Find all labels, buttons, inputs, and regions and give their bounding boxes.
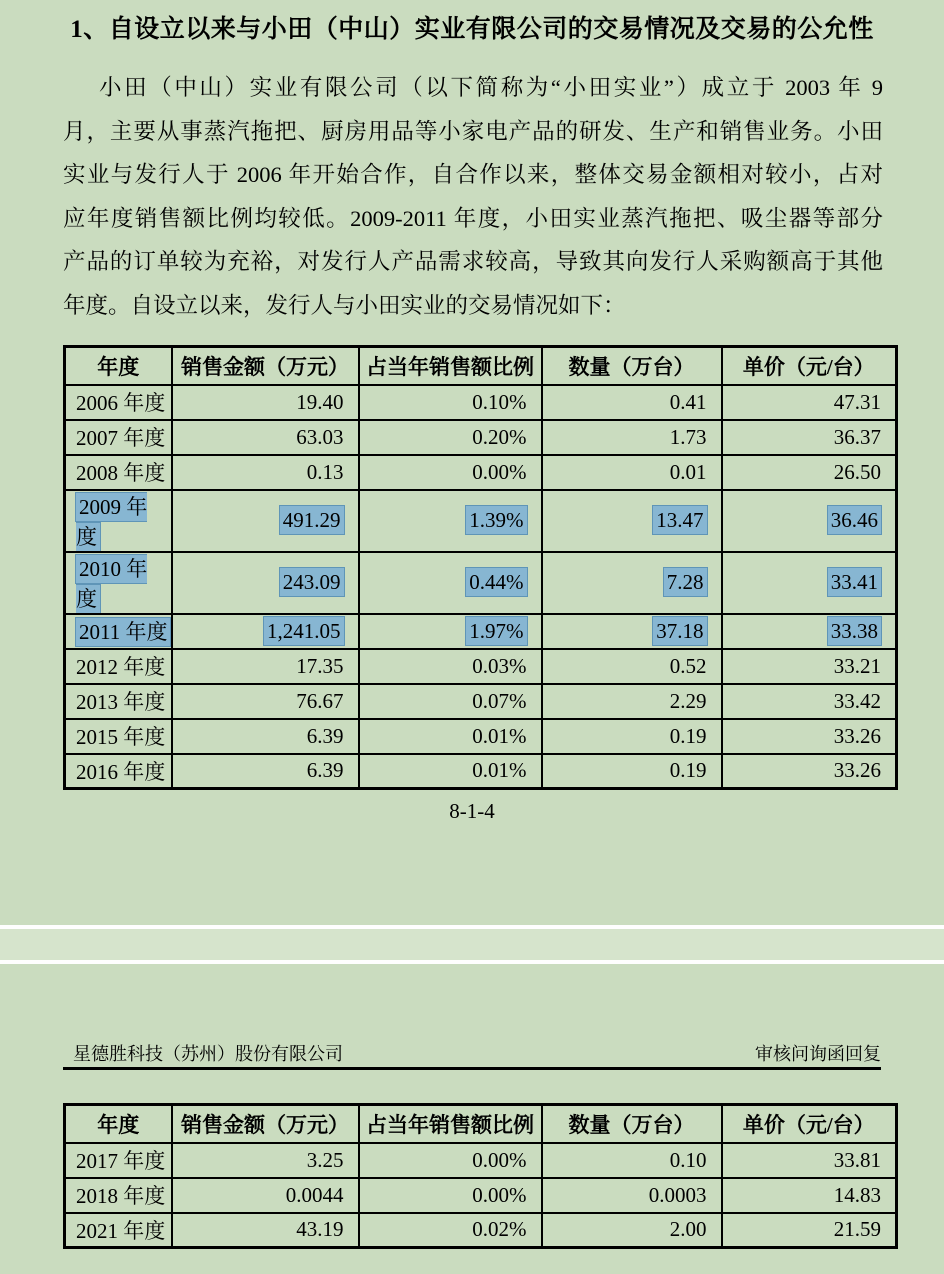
- value-cell: [722, 754, 897, 789]
- value-cell: [359, 1143, 542, 1178]
- highlighted-text: 33.41: [828, 568, 881, 596]
- running-header: [63, 1040, 881, 1066]
- paragraph-line: 月，主要从事蒸汽拖把、厨房用品等小家电产品的研发、生产和销售业务。小田: [63, 118, 883, 144]
- year-cell: [65, 1178, 172, 1213]
- value-cell: [542, 1213, 722, 1248]
- cell-text: 2.29: [669, 688, 707, 713]
- cell-text: 63.03: [296, 424, 344, 449]
- cell-text: 14.83: [833, 1182, 881, 1207]
- cell-text: 0.0003: [648, 1182, 707, 1207]
- value-cell: [359, 1178, 542, 1213]
- page-number: 8-1-4: [449, 799, 495, 823]
- cell-text: 6.39: [306, 723, 344, 748]
- cell-text: 33.81: [833, 1147, 881, 1172]
- year-cell: [65, 455, 172, 490]
- value-cell: [359, 684, 542, 719]
- value-cell: [359, 490, 542, 552]
- paragraph-line: 实业与发行人于 2006 年开始合作，自合作以来，整体交易金额相对较小，占对: [63, 162, 883, 188]
- value-cell: [722, 1178, 897, 1213]
- cell-text: 0.41: [669, 389, 707, 414]
- highlighted-text: 33.38: [828, 617, 881, 645]
- value-cell: [542, 754, 722, 789]
- value-cell: [172, 614, 359, 649]
- year-cell: [65, 649, 172, 684]
- column-header: 单价（元/台）: [722, 1105, 897, 1143]
- cell-text: 0.01: [669, 459, 707, 484]
- value-cell: [542, 385, 722, 420]
- year-cell: [65, 490, 172, 552]
- cell-text: 0.01%: [472, 758, 527, 783]
- highlighted-text: 7.28: [664, 568, 707, 596]
- year-cell: [65, 614, 172, 649]
- cell-text: 26.50: [833, 459, 881, 484]
- value-cell: [542, 490, 722, 552]
- table-row: [65, 490, 897, 552]
- highlighted-text: 2009 年度: [76, 494, 148, 549]
- value-cell: [722, 649, 897, 684]
- table-row: [65, 719, 897, 754]
- value-cell: [359, 754, 542, 789]
- cell-text: 2015 年度: [76, 725, 166, 749]
- value-cell: [359, 614, 542, 649]
- paragraph-line: 应年度销售额比例均较低。2009-2011 年度，小田实业蒸汽拖把、吸尘器等部分: [63, 205, 883, 231]
- table-row: [65, 420, 897, 455]
- cell-text: 0.19: [669, 758, 707, 783]
- year-cell: [65, 420, 172, 455]
- body-paragraph: [63, 66, 883, 328]
- cell-text: 2018 年度: [76, 1184, 166, 1208]
- value-cell: [172, 684, 359, 719]
- cell-text: 2.00: [669, 1217, 707, 1242]
- value-cell: [359, 420, 542, 455]
- cell-text: 76.67: [296, 688, 344, 713]
- value-cell: [172, 455, 359, 490]
- year-cell: [65, 552, 172, 614]
- value-cell: [722, 455, 897, 490]
- highlighted-text: 13.47: [653, 506, 706, 534]
- table-row: [65, 649, 897, 684]
- cell-text: 0.02%: [472, 1217, 527, 1242]
- highlighted-text: 2011 年度: [76, 618, 170, 646]
- table-row: [65, 552, 897, 614]
- cell-text: 0.07%: [472, 688, 527, 713]
- value-cell: [542, 455, 722, 490]
- year-cell: [65, 754, 172, 789]
- header-rule: [63, 1067, 881, 1070]
- value-cell: [172, 719, 359, 754]
- value-cell: [542, 1178, 722, 1213]
- value-cell: [722, 684, 897, 719]
- section-heading: 1、自设立以来与小田（中山）实业有限公司的交易情况及交易的公允性: [70, 16, 874, 43]
- column-header: 占当年销售额比例: [359, 1105, 542, 1143]
- cell-text: 6.39: [306, 758, 344, 783]
- highlighted-text: 1.97%: [466, 617, 526, 645]
- value-cell: [172, 649, 359, 684]
- column-header: 年度: [65, 1105, 172, 1143]
- transactions-table-2006-2016: [63, 345, 898, 790]
- year-cell: [65, 385, 172, 420]
- value-cell: [359, 719, 542, 754]
- value-cell: [359, 1213, 542, 1248]
- cell-text: 19.40: [296, 389, 344, 414]
- value-cell: [542, 420, 722, 455]
- cell-text: 0.00%: [472, 1147, 527, 1172]
- cell-text: 0.19: [669, 723, 707, 748]
- cell-text: 33.21: [833, 653, 881, 678]
- paragraph-line: 小田（中山）实业有限公司（以下简称为“小田实业”）成立于 2003 年 9: [99, 75, 883, 100]
- page-2: [0, 964, 944, 1274]
- value-cell: [359, 552, 542, 614]
- cell-text: 0.01%: [472, 723, 527, 748]
- value-cell: [722, 719, 897, 754]
- cell-text: 17.35: [296, 653, 344, 678]
- paragraph-line: 年度。自设立以来，发行人与小田实业的交易情况如下：: [63, 292, 626, 318]
- table-row: [65, 614, 897, 649]
- cell-text: 2021 年度: [76, 1218, 166, 1243]
- value-cell: [172, 754, 359, 789]
- year-cell: [65, 719, 172, 754]
- cell-text: 0.0044: [285, 1182, 344, 1207]
- column-header: 销售金额（万元）: [172, 1105, 359, 1143]
- cell-text: 0.52: [669, 653, 707, 678]
- value-cell: [172, 1178, 359, 1213]
- cell-text: 21.59: [833, 1217, 881, 1242]
- column-header: 销售金额（万元）: [172, 347, 359, 385]
- cell-text: 0.20%: [472, 424, 527, 449]
- year-cell: [65, 1143, 172, 1178]
- value-cell: [359, 385, 542, 420]
- column-header: 数量（万台）: [542, 347, 722, 385]
- table-row: [65, 754, 897, 789]
- highlighted-text: 37.18: [653, 617, 706, 645]
- highlighted-text: 243.09: [280, 568, 344, 596]
- year-cell: [65, 684, 172, 719]
- transactions-table-2017-2021: [63, 1103, 898, 1249]
- value-cell: [542, 649, 722, 684]
- cell-text: 1.73: [669, 424, 707, 449]
- cell-text: 0.13: [306, 459, 344, 484]
- cell-text: 2012 年度: [76, 655, 166, 679]
- highlighted-text: 0.44%: [466, 568, 526, 596]
- table-row: [65, 1143, 897, 1178]
- value-cell: [542, 552, 722, 614]
- table-row: [65, 1213, 897, 1248]
- value-cell: [722, 490, 897, 552]
- value-cell: [359, 455, 542, 490]
- highlighted-text: 1,241.05: [264, 617, 344, 645]
- table-row: [65, 1178, 897, 1213]
- highlighted-text: 1.39%: [466, 506, 526, 534]
- highlighted-text: 2010 年度: [76, 556, 148, 611]
- table-header-row: [65, 347, 897, 385]
- table-row: [65, 455, 897, 490]
- value-cell: [542, 1143, 722, 1178]
- cell-text: 2006 年度: [76, 391, 166, 415]
- value-cell: [542, 719, 722, 754]
- column-header: 年度: [65, 347, 172, 385]
- cell-text: 2017 年度: [76, 1149, 166, 1173]
- cell-text: 0.00%: [472, 459, 527, 484]
- value-cell: [542, 684, 722, 719]
- column-header: 占当年销售额比例: [359, 347, 542, 385]
- value-cell: [172, 385, 359, 420]
- table-row: [65, 385, 897, 420]
- cell-text: 2013 年度: [76, 690, 166, 714]
- value-cell: [172, 490, 359, 552]
- year-cell: [65, 1213, 172, 1248]
- cell-text: 0.03%: [472, 653, 527, 678]
- cell-text: 33.26: [833, 758, 881, 783]
- highlighted-text: 36.46: [828, 506, 881, 534]
- value-cell: [722, 420, 897, 455]
- cell-text: 36.37: [833, 424, 881, 449]
- column-header: 单价（元/台）: [722, 347, 897, 385]
- value-cell: [722, 1213, 897, 1248]
- cell-text: 2008 年度: [76, 461, 166, 485]
- table-row: [65, 684, 897, 719]
- value-cell: [722, 614, 897, 649]
- company-name: 星德胜科技（苏州）股份有限公司: [73, 1044, 343, 1064]
- value-cell: [542, 614, 722, 649]
- value-cell: [722, 552, 897, 614]
- value-cell: [172, 1143, 359, 1178]
- value-cell: [722, 385, 897, 420]
- value-cell: [359, 649, 542, 684]
- cell-text: 33.42: [833, 688, 881, 713]
- cell-text: 3.25: [306, 1147, 344, 1172]
- table-header-row: [65, 1105, 897, 1143]
- cell-text: 43.19: [296, 1217, 344, 1242]
- column-header: 数量（万台）: [542, 1105, 722, 1143]
- cell-text: 0.10%: [472, 389, 527, 414]
- page-gap: [0, 929, 944, 960]
- cell-text: 47.31: [833, 389, 881, 414]
- cell-text: 0.00%: [472, 1182, 527, 1207]
- value-cell: [172, 552, 359, 614]
- cell-text: 0.10: [669, 1147, 707, 1172]
- cell-text: 33.26: [833, 723, 881, 748]
- paragraph-line: 产品的订单较为充裕，对发行人产品需求较高，导致其向发行人采购额高于其他: [63, 249, 883, 275]
- value-cell: [722, 1143, 897, 1178]
- document-type-label: 审核问询函回复: [755, 1044, 881, 1064]
- highlighted-text: 491.29: [280, 506, 344, 534]
- cell-text: 2007 年度: [76, 426, 166, 450]
- value-cell: [172, 1213, 359, 1248]
- value-cell: [172, 420, 359, 455]
- cell-text: 2016 年度: [76, 759, 166, 784]
